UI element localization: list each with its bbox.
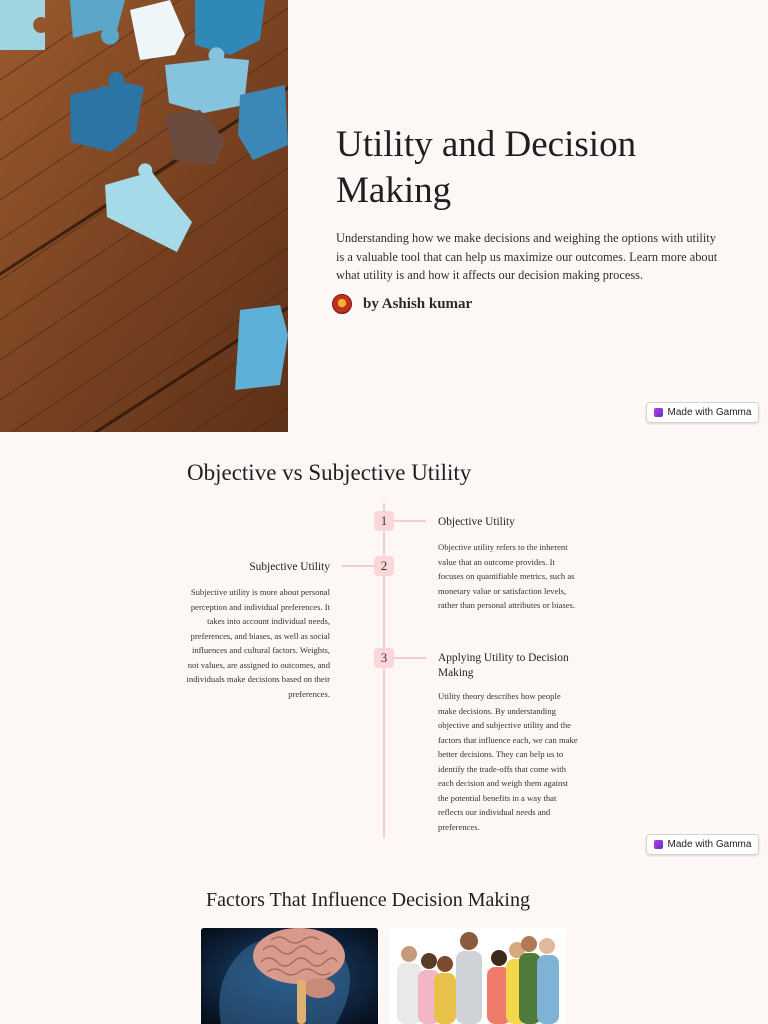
section-title: Factors That Influence Decision Making — [206, 889, 530, 911]
hero-description: Understanding how we make decisions and weighing the options with utility is a valuable tool that can help us maximize our outcomes. Learn more about what utility is and how it affects our decision making process. — [336, 231, 718, 282]
timeline-item-title: Subjective Utility — [249, 561, 330, 573]
step-number-3: 3 — [374, 648, 394, 668]
author-name: by Ashish kumar — [363, 295, 473, 312]
connector-line — [394, 520, 426, 522]
timeline-item-text: Utility theory describes how people make decisions. By understanding objective and subjective utility and the factors that influence each, we can make better decisions. They can help us to identify the trade-offs that come with each decision and weigh them against the potential benefits in a way that reflects our individual needs and preferences. — [438, 691, 578, 832]
author-row — [332, 294, 472, 314]
timeline-item-text: Subjective utility is more about personal perception and individual preferences. It takes into account individual needs, preferences, and biases, as well as social influences and cultural factors. Weights, not values, are assigned to outcomes, and individuals make decisions based on their preferences. — [186, 587, 330, 699]
brain-image — [201, 928, 378, 1024]
timeline-line — [383, 503, 385, 838]
gamma-logo-icon — [654, 840, 663, 849]
connector-line — [342, 565, 374, 567]
made-with-gamma-button[interactable] — [646, 402, 759, 423]
section-title: Objective vs Subjective Utility — [187, 460, 472, 485]
step-number-1: 1 — [374, 511, 394, 531]
timeline-item-title: Applying Utility to Decision Making — [438, 652, 569, 679]
timeline-item-text: Objective utility refers to the inherent value that an outcome provides. It focuses on quantifiable metrics, such as monetary value or satisfaction levels, rather than personal attributes or biases. — [438, 542, 575, 610]
gamma-logo-icon — [654, 408, 663, 417]
badge-label: Made with Gamma — [667, 407, 752, 418]
made-with-gamma-button[interactable] — [646, 834, 759, 855]
people-group-image — [389, 928, 566, 1024]
step-number-2: 2 — [374, 556, 394, 576]
author-avatar — [332, 294, 352, 314]
hero-title: Utility and Decision Making — [336, 124, 637, 211]
badge-label: Made with Gamma — [667, 839, 752, 850]
connector-line — [394, 657, 426, 659]
puzzle-pieces-image — [0, 0, 288, 432]
hero-section — [0, 0, 768, 432]
timeline-item-title: Objective Utility — [438, 516, 515, 528]
